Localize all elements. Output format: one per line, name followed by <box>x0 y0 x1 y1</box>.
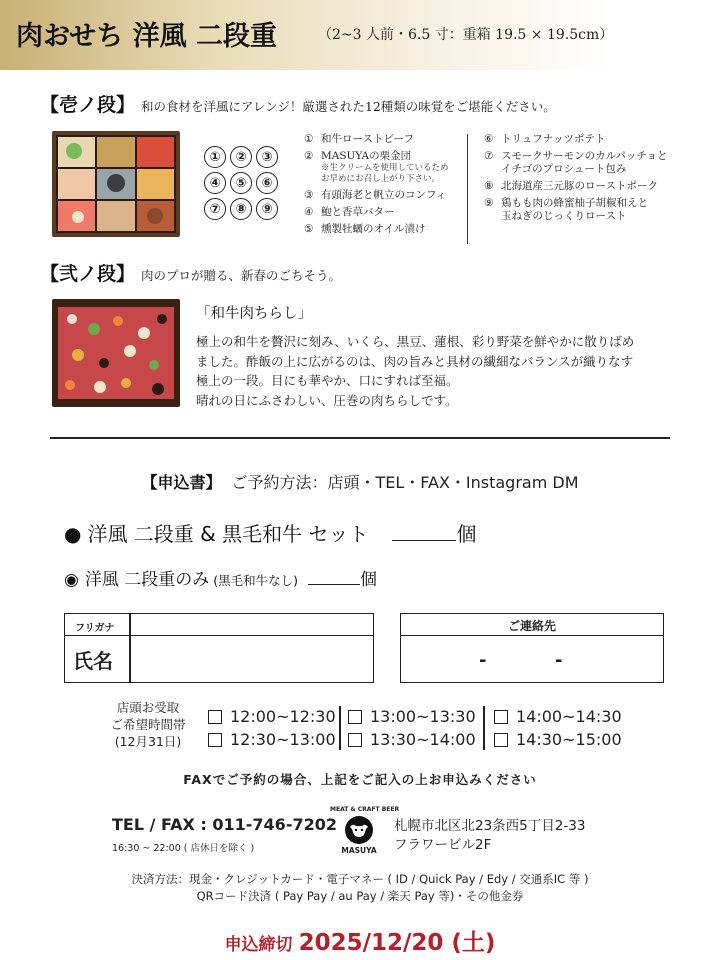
phone-separator: - <box>555 650 563 671</box>
grid-number: ⑥ <box>256 172 278 194</box>
time-slot-label: 14:00~14:30 <box>516 707 622 726</box>
tier2-heading <box>40 259 341 286</box>
bull-icon <box>344 815 374 845</box>
option-bullet: ◉ <box>64 570 79 590</box>
quantity-field[interactable] <box>392 540 456 541</box>
payment-line: 決済方法：現金・クレジットカード・電子マネー ( ID / Quick Pay / Edy / 交通系IC 等 ) <box>131 872 589 886</box>
pickup-label-line: 店頭お受取 <box>116 700 180 715</box>
checkbox[interactable] <box>208 733 222 747</box>
menu-number: ⑧ <box>484 180 494 192</box>
menu-number: ③ <box>304 189 314 201</box>
time-slot[interactable] <box>348 728 476 751</box>
tel-fax: TEL / FAX : 011-746-7202 <box>112 815 337 834</box>
dish-description <box>196 332 676 410</box>
menu-item <box>484 180 668 193</box>
pickup-label-line: ご希望時間帯 <box>110 717 186 732</box>
address-line: 札幌市北区北23条西5丁目2-33 <box>394 818 586 834</box>
menu-item <box>304 206 449 219</box>
grid-number: ④ <box>204 172 226 194</box>
menu-text: 玉ねぎのじっくりロースト <box>501 210 627 222</box>
meat-chirashi-photo <box>52 299 180 407</box>
fax-instruction: FAXでご予約の場合、上記をご記入の上お申込みください <box>183 772 537 787</box>
menu-text: イチゴのプロシュート包み <box>501 163 627 175</box>
menu-text: MASUYAの栗金団 <box>321 150 412 162</box>
order-deadline <box>0 924 720 957</box>
logo-wordmark: MASUYA <box>341 846 377 855</box>
menu-divider <box>467 134 468 244</box>
checkbox[interactable] <box>348 710 362 724</box>
menu-note: お早めにお召し上がり下さい。 <box>321 174 441 184</box>
header-banner <box>0 0 720 70</box>
quantity-field[interactable] <box>308 584 360 585</box>
business-hours: 16:30 ~ 22:00 ( 店休日を除く ) <box>112 843 255 854</box>
time-slot[interactable] <box>494 728 622 751</box>
grid-number: ⑧ <box>230 198 252 220</box>
payment-methods <box>0 871 720 905</box>
menu-text: 和牛ローストビーフ <box>321 133 415 145</box>
contact-label: ご連絡先 <box>507 619 556 633</box>
time-slot-column <box>348 705 476 751</box>
tier1-menu-left <box>304 133 449 240</box>
pickup-label-line: (12月31日) <box>114 734 182 749</box>
name-field[interactable] <box>133 638 371 681</box>
menu-item <box>304 133 449 146</box>
time-slot[interactable] <box>494 705 622 728</box>
time-slot[interactable] <box>348 705 476 728</box>
menu-text: 有頭海老と帆立のコンフィ <box>321 189 447 201</box>
grid-number: ⑦ <box>204 198 226 220</box>
payment-line: QRコード決済 ( Pay Pay / au Pay / 楽天 Pay 等)・その他金券 <box>196 889 524 903</box>
menu-number: ⑥ <box>484 133 494 145</box>
option-note: (黒毛和牛なし) <box>213 573 299 588</box>
menu-text: 燻製牡蠣のオイル漬け <box>321 223 426 235</box>
time-slot-label: 12:30~13:00 <box>230 730 336 749</box>
tier2-label: 【弐ノ段】 <box>40 263 136 285</box>
menu-number: ⑨ <box>484 197 494 209</box>
grid-number: ⑨ <box>256 198 278 220</box>
time-slot[interactable] <box>208 728 336 751</box>
menu-number: ② <box>304 150 314 162</box>
dish-title: 「和牛肉ちらし」 <box>196 306 312 322</box>
tier1-menu-right <box>484 133 668 227</box>
form-heading-methods: ご予約方法：店頭・TEL・FAX・Instagram DM <box>231 473 579 492</box>
checkbox[interactable] <box>348 733 362 747</box>
menu-text: スモークサーモンのカルパッチョと <box>501 150 668 162</box>
tier2-description: 肉のプロが贈る、新春のごちそう。 <box>141 268 342 283</box>
form-heading <box>0 470 720 493</box>
name-box-divider <box>129 614 131 682</box>
time-slot[interactable] <box>208 705 336 728</box>
order-option-set <box>64 518 476 547</box>
phone-field[interactable] <box>405 640 659 680</box>
time-slot-label: 13:30~14:00 <box>370 730 476 749</box>
grid-number: ③ <box>256 146 278 168</box>
menu-number: ⑤ <box>304 223 314 235</box>
option-text: 洋風 二段重 & 黒毛和牛 セット <box>87 522 369 546</box>
dish-text-line: 晴れの日にふさわしい、圧巻の肉ちらしです。 <box>196 392 458 408</box>
checkbox[interactable] <box>208 710 222 724</box>
menu-text: トリュフナッツポテト <box>501 133 606 145</box>
menu-item <box>304 223 449 236</box>
name-label: 氏名 <box>73 649 113 673</box>
dish-text-line: ました。酢飯の上に広がるのは、肉の旨みと具材の繊細なバランスが織りなす <box>196 353 634 369</box>
option-text: 洋風 二段重のみ <box>84 570 210 590</box>
deadline-date: 2025/12/20 (土) <box>298 930 496 956</box>
option-unit: 個 <box>360 570 378 590</box>
checkbox[interactable] <box>494 710 508 724</box>
menu-text: 鮑と香草バター <box>321 206 395 218</box>
slot-column-divider <box>483 706 485 750</box>
tier1-label: 【壱ノ段】 <box>40 94 136 116</box>
bento-box-photo <box>52 131 180 237</box>
menu-item <box>484 133 668 146</box>
furigana-field[interactable] <box>133 614 371 636</box>
deadline-label: 申込締切 <box>224 935 293 955</box>
page-subtitle: （2~3 人前・6.5 寸：重箱 19.5 × 19.5cm） <box>318 27 614 43</box>
menu-item <box>304 150 449 185</box>
time-slot-column <box>208 705 336 751</box>
menu-number: ④ <box>304 206 314 218</box>
checkbox[interactable] <box>494 733 508 747</box>
logo-tagline: MEAT & CRAFT BEER <box>330 806 400 813</box>
grid-number: ⑤ <box>230 172 252 194</box>
menu-text: 北海道産三元豚のローストポーク <box>501 180 658 192</box>
menu-item <box>484 150 668 176</box>
menu-note: ※生クリームを使用しているため <box>321 163 449 173</box>
tier1-position-grid <box>202 144 280 224</box>
dish-text-line: 極上の和牛を贅沢に刻み、いくら、黒豆、蓮根、彩り野菜を鮮やかに散りばめ <box>196 334 635 349</box>
time-slot-label: 14:30~15:00 <box>516 730 622 749</box>
pickup-time-label <box>88 699 208 750</box>
tier1-heading <box>40 90 556 117</box>
name-box <box>64 613 374 683</box>
menu-item <box>484 197 668 223</box>
section-divider <box>50 437 670 439</box>
time-slot-column <box>494 705 622 751</box>
page-title: 肉おせち 洋風 二段重 <box>16 21 277 52</box>
time-slot-label: 13:00~13:30 <box>370 707 476 726</box>
phone-separator: - <box>479 650 487 671</box>
order-option-tier-only <box>64 565 377 590</box>
option-unit: 個 <box>456 522 477 546</box>
menu-number: ① <box>304 133 314 145</box>
masuya-logo <box>330 806 400 858</box>
menu-text: 鶏もも肉の蜂蜜柚子胡椒和えと <box>501 197 648 209</box>
store-address <box>394 817 585 855</box>
time-slot-label: 12:00~12:30 <box>230 707 336 726</box>
menu-item <box>304 189 449 202</box>
grid-number: ① <box>204 146 226 168</box>
dish-text-line: 極上の一段。目にも華やか、口にすれば至福。 <box>196 373 459 388</box>
slot-column-divider <box>339 706 341 750</box>
tier1-description: 和の食材を洋風にアレンジ！厳選された12種類の味覚をご堪能ください。 <box>141 99 556 114</box>
furigana-label: フリガナ <box>75 623 115 634</box>
contact-box <box>400 613 664 683</box>
menu-number: ⑦ <box>484 150 494 162</box>
address-line: フラワービル2F <box>394 837 492 853</box>
option-bullet: ● <box>64 522 82 546</box>
grid-number: ② <box>230 146 252 168</box>
form-heading-label: 【申込書】 <box>141 473 222 492</box>
